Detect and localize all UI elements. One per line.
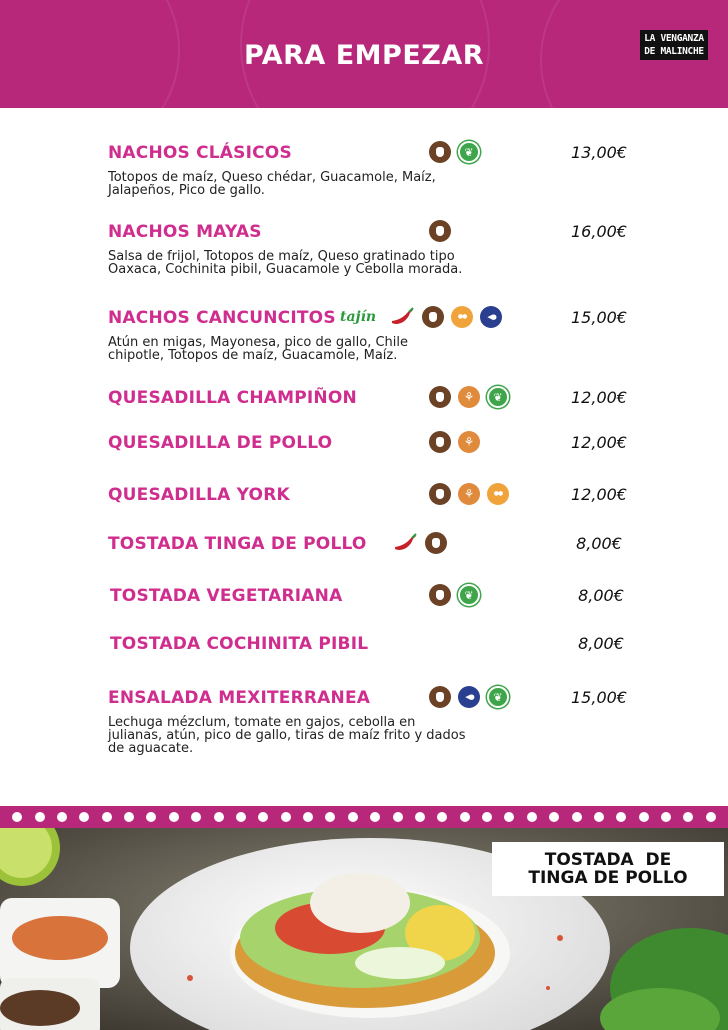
item-name: QUESADILLA CHAMPIÑON <box>108 388 357 408</box>
decorative-dot <box>214 812 224 822</box>
decorative-dot <box>572 812 582 822</box>
vegetarian-icon <box>487 386 509 408</box>
menu-item <box>108 388 648 408</box>
vegetarian-icon <box>458 141 480 163</box>
allergen-icons <box>429 584 480 606</box>
decorative-dot <box>706 812 716 822</box>
item-price: 16,00€ <box>571 222 627 241</box>
decorative-dot <box>102 812 112 822</box>
logo-line-2: DE MALINCHE <box>644 46 704 57</box>
chili-icon <box>389 306 415 328</box>
decorative-dot <box>325 812 335 822</box>
decorative-dot <box>79 812 89 822</box>
decorative-dot <box>639 812 649 822</box>
decorative-dot <box>437 812 447 822</box>
fish-icon <box>458 686 480 708</box>
allergen-icons <box>429 386 509 408</box>
allergen-icons <box>429 141 480 163</box>
menu-item <box>108 688 648 755</box>
item-name: TOSTADA TINGA DE POLLO <box>108 534 367 554</box>
item-description: Totopos de maíz, Queso chédar, Guacamole, Maíz, Jalapeños, Pico de gallo. <box>108 170 436 198</box>
decorative-dot <box>35 812 45 822</box>
menu-item <box>108 534 648 554</box>
egg-icon <box>487 483 509 505</box>
decorative-dot <box>661 812 671 822</box>
decorative-dot <box>348 812 358 822</box>
menu-item <box>110 586 650 606</box>
decorative-dot <box>549 812 559 822</box>
item-description: Atún en migas, Mayonesa, pico de gallo, Chile chipotle, Totopos de maíz, Guacamole, Maíz. <box>108 335 409 363</box>
egg-icon <box>451 306 473 328</box>
page-title: PARA EMPEZAR <box>243 40 485 71</box>
jar-icon <box>425 532 447 554</box>
decorative-dot <box>482 812 492 822</box>
allergen-icons <box>429 431 480 453</box>
decorative-dot <box>169 812 179 822</box>
jar-icon <box>429 431 451 453</box>
menu-item <box>108 433 648 453</box>
allergen-icons <box>429 483 509 505</box>
item-name: TOSTADA VEGETARIANA <box>110 586 343 606</box>
brand-logo <box>640 30 708 60</box>
decorative-dot <box>594 812 604 822</box>
allergen-icons <box>429 686 509 708</box>
header-banner <box>0 0 728 108</box>
tajin-logo: tajín <box>340 309 377 325</box>
caption-line-2: TINGA DE POLLO <box>528 868 688 888</box>
decorative-dot <box>191 812 201 822</box>
item-description: Salsa de frijol, Totopos de maíz, Queso gratinado tipo Oaxaca, Cochinita pibil, Guacamole y Cebolla morada. <box>108 249 463 277</box>
item-name: QUESADILLA YORK <box>108 485 290 505</box>
jar-icon <box>429 386 451 408</box>
allergen-icons <box>392 532 447 554</box>
decorative-dot <box>504 812 514 822</box>
item-price: 8,00€ <box>578 586 624 605</box>
jar-icon <box>422 306 444 328</box>
gluten-icon <box>458 386 480 408</box>
item-price: 12,00€ <box>571 485 627 504</box>
decorative-dot <box>258 812 268 822</box>
decorative-dot <box>370 812 380 822</box>
jar-icon <box>429 483 451 505</box>
item-name: NACHOS CANCUNCITOS <box>108 308 336 328</box>
jar-icon <box>429 686 451 708</box>
chili-icon <box>392 532 418 554</box>
decorative-dot <box>415 812 425 822</box>
allergen-icons <box>429 220 451 242</box>
vegetarian-icon <box>487 686 509 708</box>
allergen-icons <box>340 306 502 328</box>
caption-line-1: TOSTADA DE <box>544 850 672 870</box>
decorative-dot <box>12 812 22 822</box>
item-name: TOSTADA COCHINITA PIBIL <box>110 634 369 654</box>
decorative-dot <box>57 812 67 822</box>
menu-item <box>108 222 648 276</box>
item-price: 12,00€ <box>571 433 627 452</box>
decorative-dot <box>124 812 134 822</box>
gluten-icon <box>458 431 480 453</box>
menu-item <box>108 485 648 505</box>
decorative-dot <box>281 812 291 822</box>
jar-icon <box>429 584 451 606</box>
decorative-dot <box>393 812 403 822</box>
menu-item <box>110 634 650 654</box>
decorative-dot <box>616 812 626 822</box>
menu-item <box>108 308 648 362</box>
item-price: 12,00€ <box>571 388 627 407</box>
jar-icon <box>429 220 451 242</box>
item-price: 15,00€ <box>571 308 627 327</box>
item-name: NACHOS MAYAS <box>108 222 262 242</box>
item-name: QUESADILLA DE POLLO <box>108 433 333 453</box>
item-price: 8,00€ <box>576 534 622 553</box>
decorative-dot <box>303 812 313 822</box>
logo-line-1: LA VENGANZA <box>644 33 704 44</box>
decorative-dot-band <box>0 806 728 828</box>
item-price: 8,00€ <box>578 634 624 653</box>
item-price: 15,00€ <box>571 688 627 707</box>
vegetarian-icon <box>458 584 480 606</box>
item-price: 13,00€ <box>571 143 627 162</box>
item-description: Lechuga mézclum, tomate en gajos, cebolla en julianas, atún, pico de gallo, tiras de maíz frito y dados de aguacate. <box>108 715 466 756</box>
gluten-icon <box>458 483 480 505</box>
photo-caption <box>492 842 724 896</box>
decorative-dot <box>146 812 156 822</box>
jar-icon <box>429 141 451 163</box>
menu-item <box>108 143 648 197</box>
decorative-dot <box>236 812 246 822</box>
decorative-dot <box>683 812 693 822</box>
fish-icon <box>480 306 502 328</box>
item-name: NACHOS CLÁSICOS <box>108 143 292 163</box>
item-name: ENSALADA MEXITERRANEA <box>108 688 371 708</box>
decorative-dot <box>527 812 537 822</box>
decorative-dot <box>460 812 470 822</box>
